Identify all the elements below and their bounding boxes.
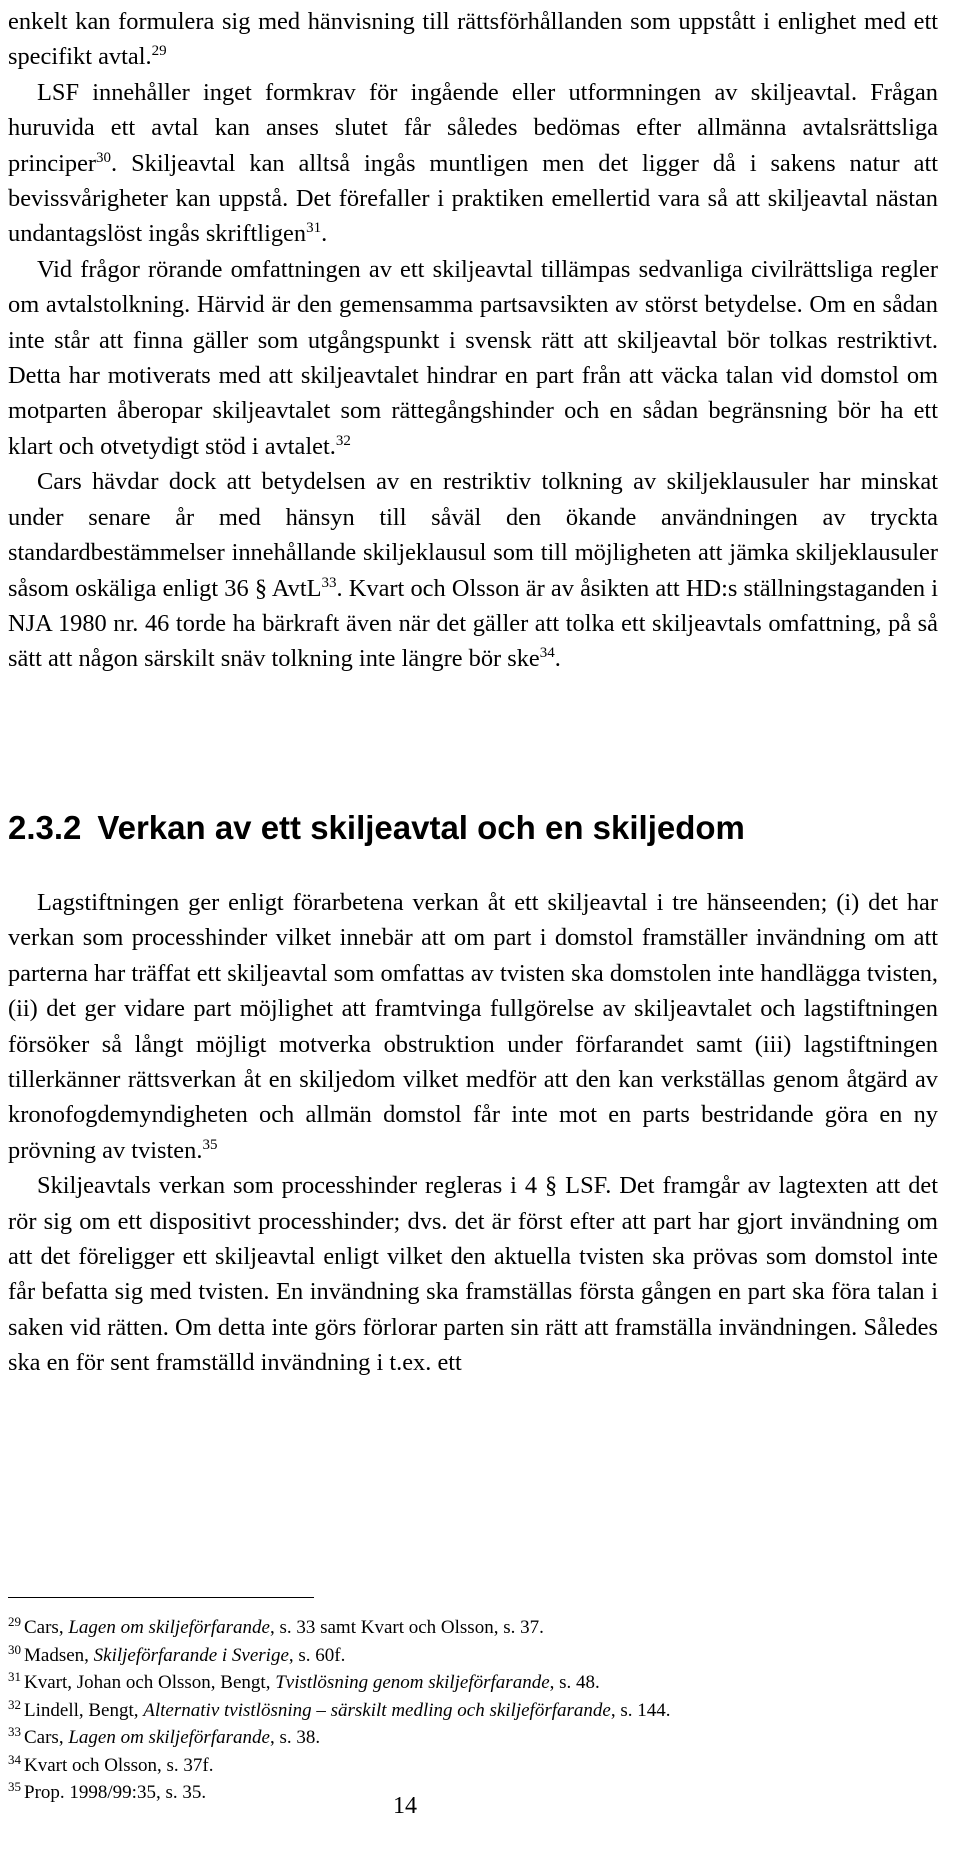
footnote-ref[interactable]: 32 bbox=[335, 432, 351, 449]
footnote-number: 34 bbox=[8, 1751, 21, 1767]
footnote-title: Alternativ tvistlösning – särskilt medling och skiljeförfarande bbox=[143, 1699, 611, 1721]
footnote-text: , s. 38. bbox=[269, 1727, 321, 1748]
footnote-number: 32 bbox=[8, 1696, 21, 1712]
footnotes bbox=[8, 1614, 938, 1807]
paragraph-text: . bbox=[321, 220, 328, 248]
paragraph-text: Vid frågor rörande omfattningen av ett skiljeavtal tillämpas sedvanliga civilrättsliga regler om avtalstolkning. Härvid är den gemensamma partsavsikten av störst betydelse. Om en sådan inte står att finna gäller som utgångspunkt i svensk rätt att skiljeavtal bör tolkas restriktivt. Detta har motiverats med att skiljeavtalet hindrar en part från att väcka talan vid domstol om motparten åberopar skiljeavtalet som rättegångshinder och en sådan begränsning bör ha ett klart och otvetydigt stöd i avtalet. bbox=[8, 255, 938, 460]
footnote-number: 30 bbox=[8, 1641, 21, 1657]
footnote-text: , s. 33 samt Kvart och Olsson, s. 37. bbox=[269, 1617, 544, 1638]
footnote-divider bbox=[8, 1597, 314, 1598]
footnote-ref[interactable]: 31 bbox=[306, 220, 322, 237]
footnote-item bbox=[8, 1724, 938, 1752]
footnote-title: Tvistlösning genom skiljeförfarande bbox=[275, 1672, 550, 1693]
paragraph-text: Cars hävdar dock att betydelsen av en restriktiv tolkning av skiljeklausuler har minskat under senare år med hänsyn till såväl den ökande användningen av tryckta standardbestämmelser innehållande skiljeklausul som till möjligheten att jämka skiljeklausuler såsom oskäliga enligt 36 § AvtL bbox=[8, 468, 938, 602]
body-text-lower bbox=[8, 885, 938, 1381]
section-number: 2.3.2 bbox=[8, 809, 82, 846]
footnote-item bbox=[8, 1614, 938, 1642]
footnote-item bbox=[8, 1669, 938, 1697]
page-number: 14 bbox=[393, 1793, 417, 1819]
footnote-text: Prop. 1998/99:35, s. 35. bbox=[24, 1782, 207, 1803]
paragraph-4 bbox=[8, 464, 938, 676]
footnote-number: 29 bbox=[8, 1614, 21, 1629]
paragraph-text: LSF innehåller inget formkrav för ingående eller utformningen av skiljeavtal. Frågan huruvida ett avtal kan anses slutet får således bedömas efter allmänna avtalsrättsliga principer bbox=[8, 78, 938, 177]
footnote-text: Kvart och Olsson, s. 37f. bbox=[24, 1754, 214, 1776]
footnote-number: 31 bbox=[8, 1669, 21, 1684]
footnote-ref[interactable]: 33 bbox=[321, 574, 337, 591]
footnote-text: Kvart, Johan och Olsson, Bengt, bbox=[24, 1672, 276, 1693]
paragraph-text: Lagstiftningen ger enligt förarbetena verkan åt ett skiljeavtal i tre hänseenden; (i) det har verkan som processhinder vilket innebär att om part i domstol framställer invändning om att parterna har träffat ett skiljeavtal som omfattas av tvisten ska domstolen inte handlägga tvisten, (ii) det ger vidare part möjlighet att framtvinga fullgörelse av skiljeavtalet och lagstiftningen försöker så långt möjligt motverka obstruktion under förfarandet samt (iii) lagstiftningen tillerkänner rättsverkan åt en skiljedom vilket medför att den kan verkställas genom åtgärd av kronofogdemyndigheten och allmän domstol får inte mot en parts bestridande göra en ny prövning av tvisten. bbox=[8, 889, 938, 1164]
footnote-ref[interactable]: 35 bbox=[202, 1136, 218, 1153]
paragraph-text: enkelt kan formulera sig med hänvisning till rättsförhållanden som uppstått i enlighet med ett specifikt avtal. bbox=[8, 8, 938, 71]
footnote-item bbox=[8, 1752, 938, 1780]
footnote-item bbox=[8, 1642, 938, 1670]
paragraph-1 bbox=[8, 4, 938, 75]
footnote-text: , s. 144. bbox=[610, 1699, 671, 1721]
footnote-ref[interactable]: 29 bbox=[151, 43, 167, 60]
footnote-number: 35 bbox=[8, 1779, 21, 1794]
body-text-upper bbox=[8, 4, 938, 677]
footnote-text: Madsen, bbox=[24, 1644, 94, 1666]
footnote-ref[interactable]: 30 bbox=[96, 149, 112, 166]
footnote-item bbox=[8, 1697, 938, 1725]
paragraph-text: Skiljeavtals verkan som processhinder regleras i 4 § LSF. Det framgår av lagtexten att det rör sig om ett dispositivt processhinder; dvs. det är först efter att part har gjort invändning om att det föreligger ett skiljeavtal enligt vilket den aktuella tvisten ska prövas som domstol inte får befatta sig med tvisten. En invändning ska framställas första gången en part ska föra talan i saken vid rätten. Om detta inte görs förlorar parten sin rätt att framställa invändningen. Således ska en för sent framställd invändning i t.ex. ett bbox=[8, 1172, 938, 1377]
paragraph-5 bbox=[8, 885, 938, 1168]
footnote-text: Lindell, Bengt, bbox=[24, 1699, 144, 1721]
section-heading bbox=[8, 808, 745, 848]
footnote-text: Cars, bbox=[24, 1727, 69, 1748]
footnote-title: Lagen om skiljeförfarande bbox=[68, 1727, 270, 1748]
footnote-text: , s. 60f. bbox=[288, 1644, 346, 1666]
footnote-text: Cars, bbox=[24, 1617, 69, 1638]
footnote-number: 33 bbox=[8, 1724, 21, 1739]
paragraph-text: . Kvart och Olsson är av åsikten att HD:s ställningstaganden i NJA 1980 nr. 46 torde ha bärkraft även när det gäller att tolka ett skiljeavtals omfattning, på så sätt att någon särskilt snäv tolkning inte längre bör ske bbox=[8, 574, 938, 673]
paragraph-3 bbox=[8, 252, 938, 464]
paragraph-6 bbox=[8, 1168, 938, 1380]
section-title: Verkan av ett skiljeavtal och en skiljedom bbox=[97, 809, 745, 846]
paragraph-text: . bbox=[554, 645, 561, 673]
paragraph-text: . Skiljeavtal kan alltså ingås muntligen men det ligger då i sakens natur att bevissvårigheter kan uppstå. Det förefaller i praktiken emellertid vara så att skiljeavtal nästan undantagslöst ingås skriftligen bbox=[8, 149, 938, 248]
footnote-text: , s. 48. bbox=[549, 1672, 600, 1693]
footnote-title: Skiljeförfarande i Sverige bbox=[93, 1644, 289, 1666]
paragraph-2 bbox=[8, 75, 938, 252]
footnote-ref[interactable]: 34 bbox=[539, 645, 555, 662]
footnote-title: Lagen om skiljeförfarande bbox=[68, 1617, 270, 1638]
